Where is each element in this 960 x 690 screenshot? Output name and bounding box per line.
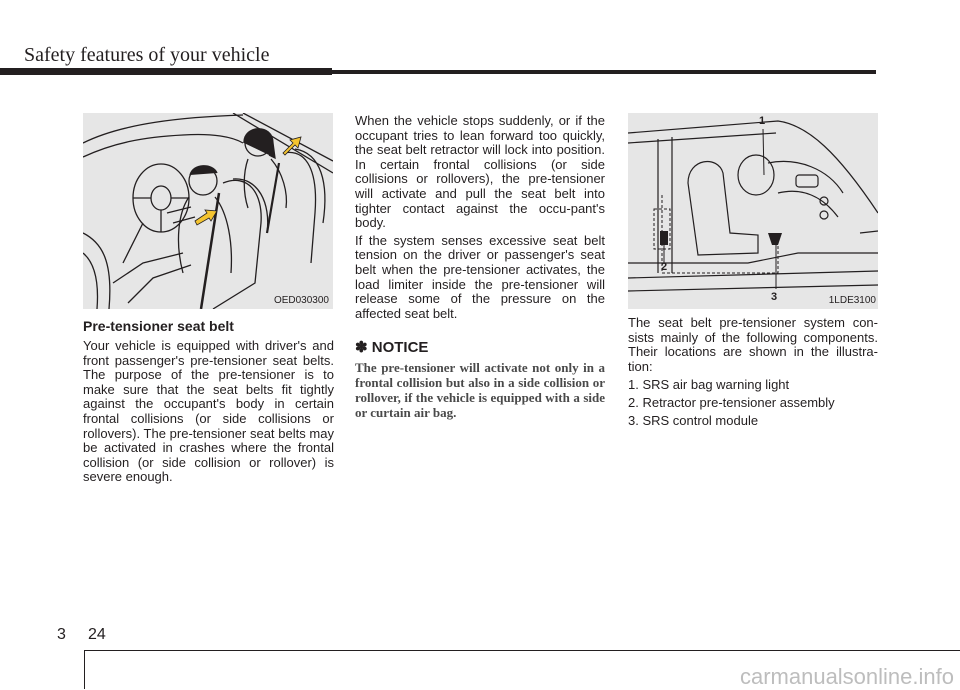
callout-2: 2 xyxy=(661,261,668,273)
notice-heading: ✽ NOTICE xyxy=(355,339,429,357)
section-heading: Pre-tensioner seat belt xyxy=(83,318,234,334)
chapter-number: 3 xyxy=(57,626,66,643)
callout-1: 1 xyxy=(759,115,766,127)
notice-body: The pre-tensioner will activate not only in a frontal collision but also in a side collision or rollover, if the vehicle is equipped with a side or curtain air bag. xyxy=(355,360,605,421)
watermark: carmanualsonline.info xyxy=(739,664,954,689)
list-item: 3. SRS control module xyxy=(628,413,759,429)
callout-3: 3 xyxy=(771,291,778,303)
body-paragraph: If the system senses excessive seat belt tension on the driver or passenger's seat belt when the pre-tensioner activates, the load limiter inside the pre-tensioner will release some of the pressure on the affected seat belt. xyxy=(355,232,605,321)
figure-code: OED030300 xyxy=(273,295,329,306)
body-paragraph: The seat belt pre-tensioner system con-sists mainly of the following components. Their locations are shown in the illustra-tion: xyxy=(628,315,878,374)
occupants-illustration xyxy=(83,113,333,309)
body-paragraph: Your vehicle is equipped with driver's and front passenger's pre-tensioner seat belts. The purpose of the pre-tensioner is to make sure that the seat belts fit tightly against the occupant's body in certain frontal collisions (or side collisions or rollovers). The pre-tensioner seat belts may be activated in crashes where the frontal collision (or side collision or rollover) is severe enough. xyxy=(83,338,334,485)
header-rule xyxy=(0,70,876,74)
illustration-component-locations xyxy=(628,113,878,309)
column-pre-tensioner-operation xyxy=(355,114,605,423)
list-item: 2. Retractor pre-tensioner assembly xyxy=(628,395,835,411)
illustration-occupants-seat-belts xyxy=(83,113,333,309)
vehicle-cutaway-illustration xyxy=(628,113,878,309)
figure-code: 1LDE3100 xyxy=(828,295,876,306)
list-item: 1. SRS air bag warning light xyxy=(628,377,790,393)
column-pre-tensioner-intro xyxy=(83,318,334,488)
page-number: 24 xyxy=(88,626,106,643)
footer-rule xyxy=(84,650,960,651)
footer-divider xyxy=(84,650,85,689)
page-header-title: Safety features of your vehicle xyxy=(24,44,270,66)
column-system-components xyxy=(628,316,878,429)
body-paragraph: When the vehicle stops suddenly, or if the occupant tries to lean forward too quickly, the seat belt retractor will lock into position. In certain frontal collisions (or side collisions or rollovers), the pre-tensioner will activate and pull the seat belt into tighter contact against the occu-pant's body. xyxy=(355,113,605,231)
component-list xyxy=(628,377,878,429)
